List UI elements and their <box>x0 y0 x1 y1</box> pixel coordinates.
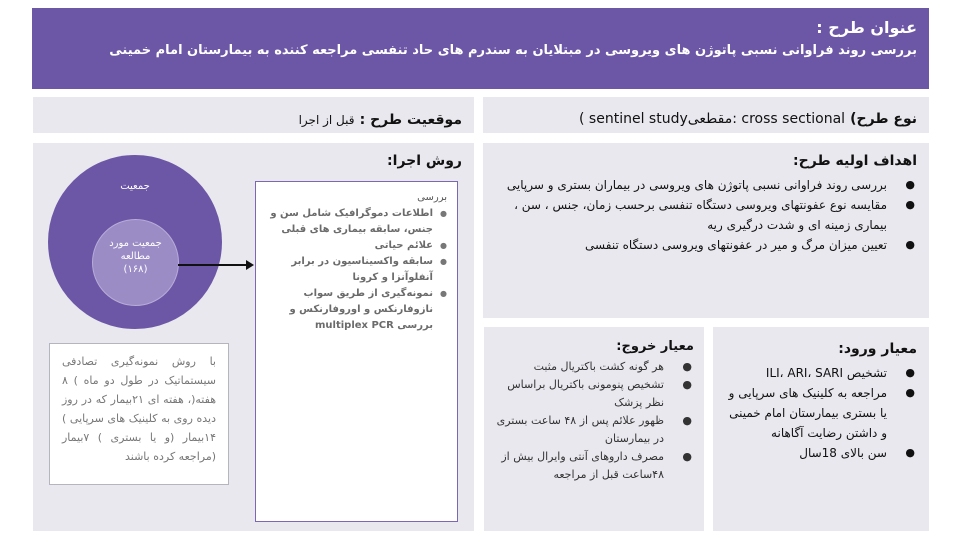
design-type-value: cross sectional :مقطعیsentinel study ) <box>579 111 846 127</box>
status-label: موقعیت طرح : <box>359 112 462 128</box>
status-value: قبل از اجرا <box>298 113 355 127</box>
inclusion-panel <box>713 327 929 531</box>
method-step: ● اطلاعات دموگرافیک شامل سن و جنس، سابقه بیماری های قبلی <box>262 206 447 238</box>
objective-item: ● تعیین میزان مرگ و میر در عفونتهای ویروسی دستگاه تنفسی <box>495 235 917 255</box>
title-label: عنوان طرح : <box>816 18 917 37</box>
title-banner <box>32 8 929 89</box>
exclusion-item: ● ظهور علائم پس از ۴۸ ساعت بستری در بیمارستان <box>492 412 694 448</box>
exclusion-item: ● هر گونه کشت باکتریال مثبت <box>492 358 694 376</box>
study-population-label <box>98 237 173 276</box>
objectives-title: اهداف اولیه طرح: <box>793 153 917 169</box>
method-title: روش اجرا: <box>387 153 462 169</box>
objectives-panel <box>483 143 929 318</box>
method-step: ● نمونه‌گیری از طریق سواب نازوفارنکس و اوروفارنکس و بررسی multiplex PCR <box>262 286 447 334</box>
method-step: ● علائم حیاتی <box>262 238 447 254</box>
status-panel <box>33 97 474 133</box>
design-type-panel <box>483 97 929 133</box>
method-step: ● سابقه واکسیناسیون در برابر آنفلوآنزا و کرونا <box>262 254 447 286</box>
inclusion-item: ● سن بالای 18سال <box>721 443 917 463</box>
inclusion-item: ● مراجعه به کلینیک های سرپایی و یا بستری بیمارستان امام خمینی و داشتن رضایت آگاهانه <box>721 383 917 443</box>
exclusion-title: معیار خروج: <box>616 339 694 354</box>
design-type-label: نوع طرح) <box>850 111 917 127</box>
steps-heading: بررسی <box>417 192 447 203</box>
study-population-text: جمعیت مورد مطالعه <box>109 238 162 262</box>
objective-item: ● مقایسه نوع عفونتهای ویروسی دستگاه تنفسی برحسب زمان، جنس ، سن ، بیماری زمینه ای و شدت درگیری ریه <box>495 195 917 235</box>
method-steps-box <box>255 181 458 522</box>
population-label: جمعیت <box>120 181 150 192</box>
title-text: بررسی روند فراوانی نسبی پاتوژن های ویروسی در مبتلایان به سندرم های حاد تنفسی مراجعه کننده به بیمارستان امام خمینی <box>109 43 917 58</box>
objective-item: ● بررسی روند فراوانی نسبی پاتوژن های ویروسی در بیماران بستری و سرپایی <box>495 175 917 195</box>
sampling-box: با روش نمونه‌گیری تصادفی سیستماتیک در طول دو ماه ) ۸ هفته(، هفته ای ۲۱بیمار که در روز دیده روی به کلینیک های سرپایی ) ۱۴بیمار (و یا بستری ) ۷بیمار (مراجعه کرده باشند <box>49 343 229 485</box>
inclusion-item: ● تشخیص ILI، ARI، SARI <box>721 363 917 383</box>
arrow-connector <box>178 264 248 266</box>
exclusion-item: ● تشخیص پنومونی باکتریال براساس نظر پزشک <box>492 376 694 412</box>
inclusion-title: معیار ورود: <box>838 341 917 357</box>
exclusion-panel <box>484 327 704 531</box>
exclusion-item: ● مصرف داروهای آنتی وایرال بیش از ۴۸ساعت قبل از مراجعه <box>492 448 694 484</box>
study-population-count: (۱۶۸) <box>123 264 148 275</box>
